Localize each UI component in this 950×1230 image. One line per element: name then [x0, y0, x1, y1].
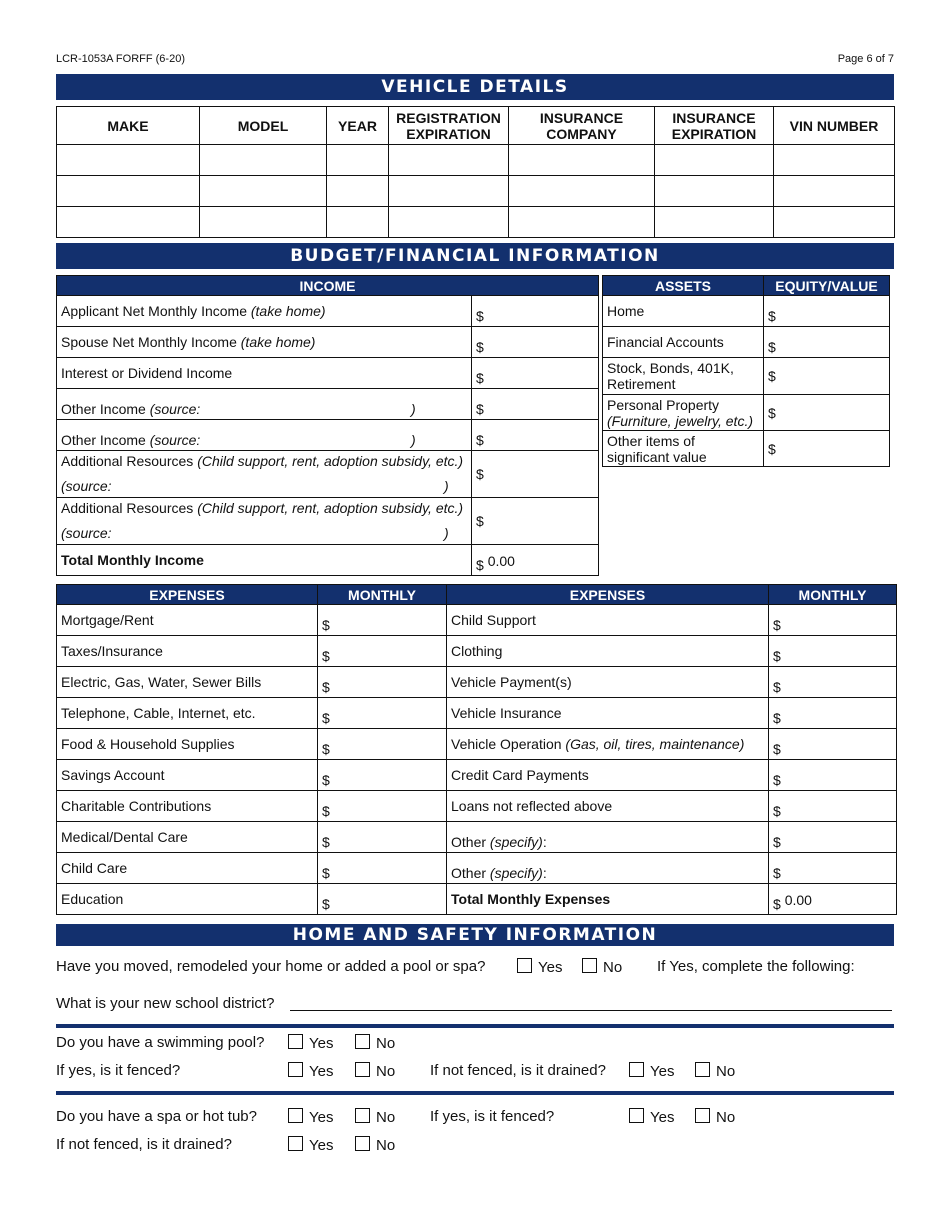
vehicle-cell[interactable] [389, 207, 509, 238]
expense-label: Savings Account [57, 760, 318, 791]
pool-fenced-yes-checkbox[interactable] [288, 1062, 303, 1077]
expense-amount[interactable] [769, 853, 897, 884]
pool-drained-question: If not fenced, is it drained? [430, 1062, 606, 1079]
expense-row [57, 605, 897, 636]
income-row [57, 327, 599, 358]
currency-symbol: $ [773, 803, 781, 819]
col-registration: REGISTRATION EXPIRATION [389, 107, 509, 145]
currency-symbol: $ [322, 772, 330, 788]
spa-no-checkbox[interactable] [355, 1108, 370, 1123]
currency-symbol: $ [768, 308, 776, 324]
asset-row [603, 327, 890, 358]
col-make: MAKE [57, 107, 200, 145]
expense-label: Loans not reflected above [451, 798, 613, 814]
expense-label-right [447, 636, 769, 667]
no-label: No [716, 1109, 736, 1126]
expense-amount[interactable] [769, 791, 897, 822]
pool-fenced-no-option[interactable] [355, 1062, 395, 1080]
yes-label: Yes [309, 1137, 334, 1154]
expense-label: Telephone, Cable, Internet, etc. [57, 698, 318, 729]
monthly-header-right: MONTHLY [769, 585, 897, 605]
col-insurance-expiration: INSURANCE EXPIRATION [655, 107, 774, 145]
asset-label: Stock, Bonds, 401K, [607, 360, 734, 376]
vehicle-cell[interactable] [774, 207, 895, 238]
expense-row [57, 760, 897, 791]
total-income-amount[interactable] [472, 545, 599, 576]
pool-no-checkbox[interactable] [355, 1034, 370, 1049]
total-income-label: Total Monthly Income [57, 545, 472, 576]
additional-amount[interactable] [472, 498, 599, 545]
form-id: LCR-1053A FORFF (6-20) [56, 53, 185, 65]
income-amount[interactable] [472, 358, 599, 389]
yes-label: Yes [309, 1109, 334, 1126]
col-model: MODEL [200, 107, 327, 145]
yes-label: Yes [538, 959, 563, 976]
spa-drained-yes-option[interactable] [288, 1136, 333, 1154]
pool-drained-no-option[interactable] [695, 1062, 735, 1080]
additional-close-paren: ) [444, 525, 449, 541]
expense-amount[interactable] [318, 698, 447, 729]
currency-symbol: $ [322, 617, 330, 633]
expense-row [57, 698, 897, 729]
vehicle-cell[interactable] [509, 207, 655, 238]
expense-label: Electric, Gas, Water, Sewer Bills [57, 667, 318, 698]
additional-note: (Child support, rent, adoption subsidy, etc.) [197, 453, 464, 469]
expense-row [57, 853, 897, 884]
currency-symbol: $ [773, 741, 781, 757]
currency-symbol: $ [476, 401, 484, 417]
no-label: No [376, 1109, 396, 1126]
asset-row [603, 358, 890, 395]
pool-no-option[interactable] [355, 1034, 395, 1052]
expense-amount[interactable] [318, 667, 447, 698]
income-label: Other Income [61, 432, 150, 448]
expense-amount[interactable] [318, 884, 447, 915]
pool-fenced-question: If yes, is it fenced? [56, 1062, 181, 1079]
currency-symbol: $ [476, 308, 484, 324]
pool-drained-yes-option[interactable] [629, 1062, 674, 1080]
pool-yes-option[interactable] [288, 1034, 333, 1052]
spa-question: Do you have a spa or hot tub? [56, 1108, 257, 1125]
expense-amount[interactable] [769, 667, 897, 698]
asset-label-line2: significant value [607, 448, 707, 465]
additional-amount[interactable] [472, 451, 599, 498]
currency-symbol: $ [476, 432, 484, 448]
yes-label: Yes [309, 1035, 334, 1052]
vehicle-cell[interactable] [655, 145, 774, 176]
no-label: No [716, 1063, 736, 1080]
additional-close-paren: ) [444, 478, 449, 494]
moved-no-option[interactable] [582, 958, 622, 976]
income-note: (source: [149, 432, 201, 448]
expense-amount[interactable] [318, 791, 447, 822]
page-number: Page 6 of 7 [837, 53, 894, 65]
budget-section-title: BUDGET/FINANCIAL INFORMATION [56, 243, 894, 269]
income-label: Interest or Dividend Income [61, 365, 233, 381]
expense-label: Other [451, 865, 490, 881]
expense-suffix: : [542, 865, 547, 881]
no-label: No [376, 1035, 396, 1052]
expense-amount[interactable] [769, 822, 897, 853]
spa-yes-checkbox[interactable] [288, 1108, 303, 1123]
expense-label: Mortgage/Rent [57, 605, 318, 636]
vehicle-row [57, 207, 895, 238]
vehicle-section-title: VEHICLE DETAILS [56, 74, 894, 100]
income-label: Other Income [61, 401, 150, 417]
vehicle-table [56, 106, 895, 238]
income-header: INCOME [57, 276, 599, 296]
income-row [57, 296, 599, 327]
additional-label: Additional Resources [61, 453, 198, 469]
home-section-title: HOME AND SAFETY INFORMATION [56, 924, 894, 946]
additional-resources-row [57, 498, 599, 545]
currency-symbol: $ [773, 896, 781, 912]
pool-question: Do you have a swimming pool? [56, 1034, 265, 1051]
additional-source: (source: [61, 478, 112, 494]
col-year: YEAR [327, 107, 389, 145]
pool-yes-checkbox[interactable] [288, 1034, 303, 1049]
moved-no-checkbox[interactable] [582, 958, 597, 973]
pool-drained-no-checkbox[interactable] [695, 1062, 710, 1077]
vehicle-cell[interactable] [774, 145, 895, 176]
expense-label: Other [451, 834, 490, 850]
income-amount[interactable] [472, 389, 599, 420]
if-yes-instruction: If Yes, complete the following: [657, 958, 855, 975]
moved-yes-checkbox[interactable] [517, 958, 532, 973]
spa-drained-no-option[interactable] [355, 1136, 395, 1154]
pool-fenced-no-checkbox[interactable] [355, 1062, 370, 1077]
currency-symbol: $ [768, 404, 776, 421]
currency-symbol: $ [322, 896, 330, 912]
total-expenses-value: 0.00 [784, 892, 812, 908]
vehicle-cell[interactable] [327, 207, 389, 238]
vehicle-cell[interactable] [200, 176, 327, 207]
pool-drained-yes-checkbox[interactable] [629, 1062, 644, 1077]
expense-label-right [447, 698, 769, 729]
currency-symbol: $ [322, 834, 330, 850]
expense-row [57, 729, 897, 760]
expense-note: (specify) [489, 865, 543, 881]
income-note: (take home) [250, 303, 326, 319]
currency-symbol: $ [322, 679, 330, 695]
income-amount[interactable] [472, 327, 599, 358]
asset-label: Other items of [607, 432, 695, 449]
spa-no-option[interactable] [355, 1108, 395, 1126]
currency-symbol: $ [476, 557, 484, 573]
school-district-field[interactable] [290, 1010, 892, 1011]
assets-table [602, 275, 890, 467]
expense-row [57, 884, 897, 915]
no-label: No [376, 1137, 396, 1154]
expense-amount[interactable] [318, 853, 447, 884]
currency-symbol: $ [476, 513, 484, 529]
currency-symbol: $ [768, 368, 776, 384]
total-expenses-label: Total Monthly Expenses [447, 884, 769, 915]
currency-symbol: $ [773, 617, 781, 633]
expense-label: Clothing [451, 643, 503, 659]
monthly-header-left: MONTHLY [318, 585, 447, 605]
income-amount[interactable] [472, 420, 599, 451]
expense-label: Child Care [57, 853, 318, 884]
assets-header: ASSETS [603, 276, 764, 296]
expense-label-right [447, 822, 769, 853]
expenses-header-left: EXPENSES [57, 585, 318, 605]
currency-symbol: $ [773, 772, 781, 788]
vehicle-cell[interactable] [509, 145, 655, 176]
no-label: No [376, 1063, 396, 1080]
vehicle-cell[interactable] [327, 145, 389, 176]
expense-label-right [447, 667, 769, 698]
expense-label: Medical/Dental Care [57, 822, 318, 853]
vehicle-cell[interactable] [509, 176, 655, 207]
expense-row [57, 791, 897, 822]
vehicle-cell[interactable] [655, 176, 774, 207]
expense-suffix: : [542, 834, 547, 850]
spa-fenced-yes-checkbox[interactable] [629, 1108, 644, 1123]
additional-label: Additional Resources [61, 500, 198, 516]
expense-label-right [447, 791, 769, 822]
vehicle-cell[interactable] [57, 207, 200, 238]
asset-label: Home [607, 303, 645, 319]
vehicle-cell[interactable] [200, 145, 327, 176]
spa-fenced-yes-option[interactable] [629, 1108, 674, 1126]
currency-symbol: $ [768, 440, 776, 457]
currency-symbol: $ [773, 679, 781, 695]
expense-amount[interactable] [318, 760, 447, 791]
yes-label: Yes [309, 1063, 334, 1080]
asset-label-line2: Retirement [607, 376, 676, 392]
total-income-row [57, 545, 599, 576]
income-label: Spouse Net Monthly Income [61, 334, 241, 350]
expense-amount[interactable] [318, 605, 447, 636]
equity-header: EQUITY/VALUE [764, 276, 890, 296]
additional-source: (source: [61, 525, 112, 541]
expense-amount[interactable] [769, 698, 897, 729]
expenses-table [56, 584, 897, 915]
asset-value[interactable] [764, 358, 890, 395]
currency-symbol: $ [322, 648, 330, 664]
income-note: (take home) [240, 334, 316, 350]
expenses-header-right: EXPENSES [447, 585, 769, 605]
vehicle-cell[interactable] [389, 176, 509, 207]
spa-fenced-no-checkbox[interactable] [695, 1108, 710, 1123]
income-amount[interactable] [472, 296, 599, 327]
income-close-paren: ) [411, 401, 416, 417]
additional-note: (Child support, rent, adoption subsidy, etc.) [197, 500, 464, 516]
vehicle-row [57, 145, 895, 176]
section-divider [56, 1024, 894, 1028]
income-row [57, 358, 599, 389]
currency-symbol: $ [322, 710, 330, 726]
spa-drained-no-checkbox[interactable] [355, 1136, 370, 1151]
vehicle-header-row [57, 107, 895, 145]
no-label: No [603, 959, 623, 976]
spa-fenced-no-option[interactable] [695, 1108, 735, 1126]
currency-symbol: $ [773, 865, 781, 881]
vehicle-cell[interactable] [57, 176, 200, 207]
asset-value[interactable] [764, 395, 890, 431]
col-insurance-company: INSURANCE COMPANY [509, 107, 655, 145]
income-table [56, 275, 599, 576]
expense-row [57, 636, 897, 667]
currency-symbol: $ [773, 648, 781, 664]
expense-label-right [447, 853, 769, 884]
vehicle-cell[interactable] [57, 145, 200, 176]
asset-row [603, 296, 890, 327]
expense-label: Vehicle Insurance [451, 705, 562, 721]
vehicle-cell[interactable] [327, 176, 389, 207]
total-expenses-amount[interactable] [769, 884, 897, 915]
yes-label: Yes [650, 1109, 675, 1126]
spa-drained-yes-checkbox[interactable] [288, 1136, 303, 1151]
asset-label: Financial Accounts [607, 334, 724, 350]
expense-label: Taxes/Insurance [57, 636, 318, 667]
vehicle-cell[interactable] [200, 207, 327, 238]
section-divider [56, 1091, 894, 1095]
spa-yes-option[interactable] [288, 1108, 333, 1126]
income-close-paren: ) [411, 432, 416, 448]
expense-label-right [447, 760, 769, 791]
expense-amount[interactable] [769, 636, 897, 667]
vehicle-cell[interactable] [389, 145, 509, 176]
additional-resources-row [57, 451, 599, 498]
currency-symbol: $ [476, 466, 484, 482]
expense-label-right [447, 729, 769, 760]
expense-label: Vehicle Operation [451, 736, 566, 752]
expense-amount[interactable] [318, 636, 447, 667]
currency-symbol: $ [773, 834, 781, 850]
income-row [57, 389, 599, 420]
spa-drained-question: If not fenced, is it drained? [56, 1136, 232, 1153]
expense-label: Charitable Contributions [57, 791, 318, 822]
asset-label: Personal Property [607, 396, 720, 413]
pool-fenced-yes-option[interactable] [288, 1062, 333, 1080]
currency-symbol: $ [322, 741, 330, 757]
expense-row [57, 667, 897, 698]
vehicle-cell[interactable] [774, 176, 895, 207]
expense-label: Education [57, 884, 318, 915]
asset-value[interactable] [764, 327, 890, 358]
expense-amount[interactable] [769, 760, 897, 791]
moved-yes-option[interactable] [517, 958, 562, 976]
currency-symbol: $ [773, 710, 781, 726]
income-label: Applicant Net Monthly Income [61, 303, 251, 319]
expense-note: (Gas, oil, tires, maintenance) [565, 736, 745, 752]
expense-note: (specify) [489, 834, 543, 850]
spa-fenced-question: If yes, is it fenced? [430, 1108, 555, 1125]
expense-label: Food & Household Supplies [57, 729, 318, 760]
currency-symbol: $ [322, 803, 330, 819]
asset-value[interactable] [764, 296, 890, 327]
income-note: (source: [149, 401, 201, 417]
moved-question: Have you moved, remodeled your home or added a pool or spa? [56, 958, 486, 975]
vehicle-cell[interactable] [655, 207, 774, 238]
expense-amount[interactable] [318, 729, 447, 760]
expense-row [57, 822, 897, 853]
expense-amount[interactable] [769, 605, 897, 636]
expense-amount[interactable] [769, 729, 897, 760]
currency-symbol: $ [476, 370, 484, 386]
asset-row [603, 431, 890, 467]
income-row [57, 420, 599, 451]
expense-label-right [447, 605, 769, 636]
expense-amount[interactable] [318, 822, 447, 853]
currency-symbol: $ [322, 865, 330, 881]
asset-label-line2: (Furniture, jewelry, etc.) [607, 412, 753, 429]
asset-value[interactable] [764, 431, 890, 467]
col-vin: VIN NUMBER [774, 107, 895, 145]
expense-label: Child Support [451, 612, 536, 628]
vehicle-row [57, 176, 895, 207]
yes-label: Yes [650, 1063, 675, 1080]
asset-row [603, 395, 890, 431]
school-question: What is your new school district? [56, 995, 275, 1012]
expense-label: Credit Card Payments [451, 767, 589, 783]
currency-symbol: $ [768, 339, 776, 355]
total-income-value: 0.00 [487, 553, 515, 569]
currency-symbol: $ [476, 339, 484, 355]
expense-label: Vehicle Payment(s) [451, 674, 572, 690]
